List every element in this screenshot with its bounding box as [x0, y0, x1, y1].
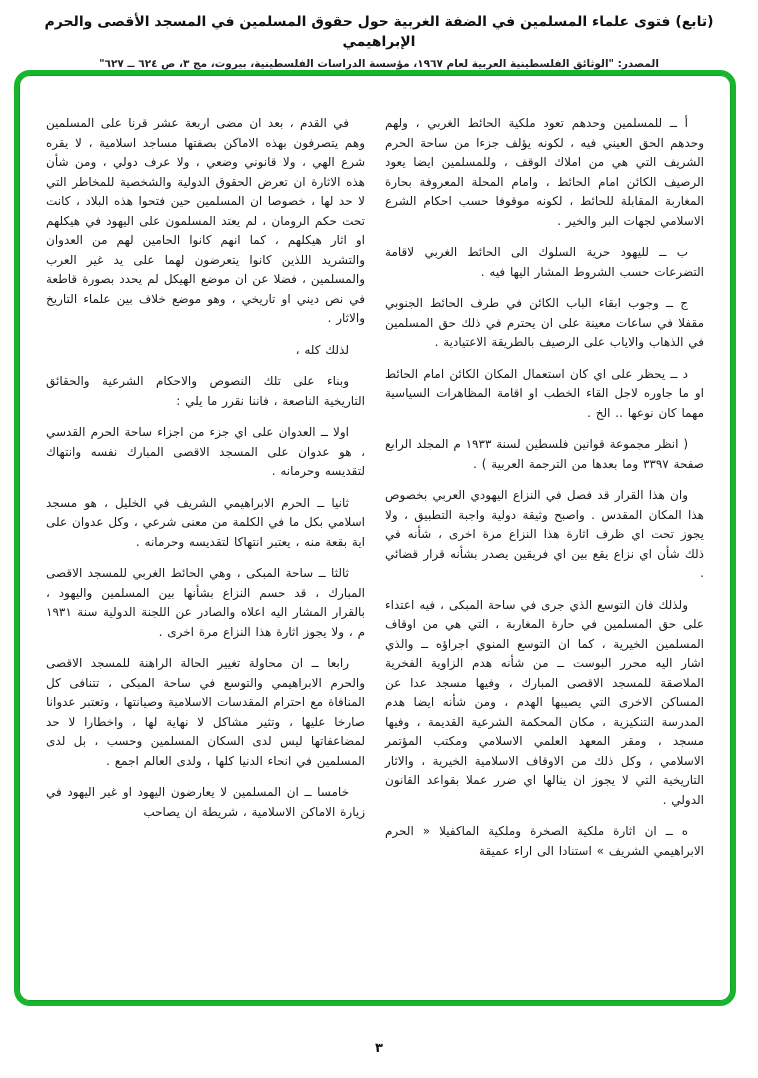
- paragraph: في القدم ، بعد ان مضى اربعة عشر قرنا على المسلمين وهم يتصرفون بهذه الاماكن بصفتها مساجد اسلامية ، لا يقره شرع الهي ، ولا قانوني وضعي ، ولا عرف دولي ، ومن شأن هذه الاثارة ان تعرض الحقوق الدولية والشخصية للمخاطر التي لا حد لها ، خصوصا ان المسلمين حين فتحوا هذه البلاد ، كانت تحت حكم الرومان ، لم يعتد المسلمون على اليهود في هيكلهم او اثار هيكلهم ، كما انهم كانوا الحامين لهم من العدوان والتشريد اللذين كانوا يتعرضون لهما على يد غير العرب والمسلمين ، فضلا عن ان موضع الهيكل لم يحدد بصورة قاطعة في نص ديني او تاريخي ، وهو موضع خلاف بين علماء التاريخ والاثار .: [46, 116, 365, 325]
- paragraph: اولا ــ العدوان على اي جزء من اجزاء ساحة الحرم القدسي ، هو عدوان على المسجد الاقصى المبارك نفسه وانتهاك لتقديسه وحرمانه .: [46, 425, 365, 478]
- paragraph: رابعا ــ ان محاولة تغيير الحالة الراهنة للمسجد الاقصى والحرم الابراهيمي والتوسع في ساحة المبكى ، تتنافى كل المنافاة مع احترام المقدسات الاسلامية وصيانتها ، وتعتبر عدوانا صارخا عليها ، وتثير مشاكل لا نهاية لها ، واخطارا لا حد لمضاعفاتها ليس لدى السكان المسلمين وحسب ، بل لدى المسلمين في انحاء الدنيا كلها ، ولدى العالم اجمع .: [46, 656, 365, 768]
- paragraph: ثانيا ــ الحرم الابراهيمي الشريف في الخليل ، هو مسجد اسلامي بكل ما في الكلمة من معنى شرعي ، وكل عدوان على اية بقعة منه ، يعتبر انتهاكا لتقديسه وحرمانه .: [46, 495, 365, 549]
- paragraph: وان هذا القرار قد فصل في النزاع اليهودي العربي بخصوص هذا المكان المقدس . واصبح وثيقة دولية واجبة التطبيق ، ولا يجوز تحت اي ظرف اثارة هذا النزاع مرة اخرى ، شأنه في ذلك شأن اي نزاع يقع بين اي فريقين يصدر بشأنه قرار قضائي .: [385, 488, 704, 580]
- page-number: ٣: [375, 1041, 383, 1056]
- paragraph: ب ــ لليهود حرية السلوك الى الحائط الغربي لاقامة التضرعات حسب الشروط المشار اليها فيه .: [385, 245, 704, 279]
- paragraph: ه ــ ان اثارة ملكية الصخرة وملكية الماكفيلا « الحرم الابراهيمي الشريف » استنادا الى اراء عميقة: [385, 824, 704, 858]
- paragraph: د ــ يحظر على اي كان استعمال المكان الكائن امام الحائط او ما جاوره لاجل القاء الخطب او اقامة المظاهرات السياسية مهما كان نوعها .. الخ .: [385, 366, 704, 420]
- paragraph: ولذلك فان التوسع الذي جرى في ساحة المبكى ، فيه اعتداء على حق المسلمين في حارة المغاربة ، التي هي من اوقاف المسلمين الخيرية ، كما ان التوسع المنوي اجراؤه ــ والذي اشار اليه محرر البوست ــ من شأنه هدم الزاوية الفخرية الملاصقة للمسجد الاقصى المبارك ، وفيها مسجد عدا عن المساكن الاخرى التي يصيبها الهدم ، ومن شأنه ايضا هدم المدرسة التنكيزية ، مكان المحكمة الشرعية القديمة ، وفيها مسجد ، ومقر المعهد العلمي الاسلامي ومكتب المؤتمر الاسلامي ، وكل ذلك من الاوقاف الاسلامية الخيرية ، والاثار التاريخية التي لا يجوز ان ينالها اي ضرر عملا بقواعد القانون الدولي .: [385, 597, 704, 807]
- column-left: [46, 114, 365, 986]
- paragraph: أ ــ للمسلمين وحدهم تعود ملكية الحائط الغربي ، ولهم وحدهم الحق العيني فيه ، لكونه يؤلف جزءا من ساحة الحرم الشريف التي هي من املاك الوقف ، وللمسلمين ايضا يعود الرصيف الكائن امام الحائط ، وامام المحلة المعروفة بحارة المغاربة المقابلة للحائط ، لكونه موقوفا حسب احكام الشرع الاسلامي لجهات البر والخير .: [385, 116, 704, 228]
- source-line: المصدر: "الوثائق الفلسطينية العربية لعام ١٩٦٧، مؤسسة الدراسات الفلسطينية، بيروت، مج ٣، ص ٦٢٤ ــ ٦٢٧": [99, 58, 659, 70]
- paragraph: ثالثا ــ ساحة المبكى ، وهي الحائط الغربي للمسجد الاقصى المبارك ، قد حسم النزاع بشأنها بين المسلمين واليهود ، بالقرار المشار اليه اعلاه والصادر عن اللجنة الدولية سنة ١٩٣١ م ، ولا يجوز اثارة هذا النزاع مرة اخرى .: [46, 566, 365, 639]
- paragraph: خامسا ــ ان المسلمين لا يعارضون اليهود او غير اليهود في زيارة الاماكن الاسلامية ، شريطة ان يصاحب: [46, 785, 365, 819]
- document-header: [0, 12, 758, 71]
- page-title: (تابع) فتوى علماء المسلمين في الضفة الغربية حول حقوق المسلمين في المسجد الأقصى والحرم الإبراهيمي: [44, 14, 714, 50]
- column-right: [385, 114, 704, 986]
- paragraph: ( انظر مجموعة قوانين فلسطين لسنة ١٩٣٣ م المجلد الرابع صفحة ٣٣٩٧ وما بعدها من الترجمة العربية ) .: [385, 437, 704, 471]
- paragraph: وبناء على تلك النصوص والاحكام الشرعية والحقائق التاريخية الناصعة ، فاننا نقرر ما يلي :: [46, 374, 365, 408]
- document-body: [14, 70, 736, 1006]
- paragraph: ج ــ وجوب ابقاء الباب الكائن في طرف الحائط الجنوبي مقفلا في ساعات معينة على ان يحترم في ذلك حق المسلمين في الذهاب والاياب على الرصيف بالطريقة الاعتيادية .: [385, 296, 704, 349]
- paragraph: لذلك كله ،: [295, 342, 349, 357]
